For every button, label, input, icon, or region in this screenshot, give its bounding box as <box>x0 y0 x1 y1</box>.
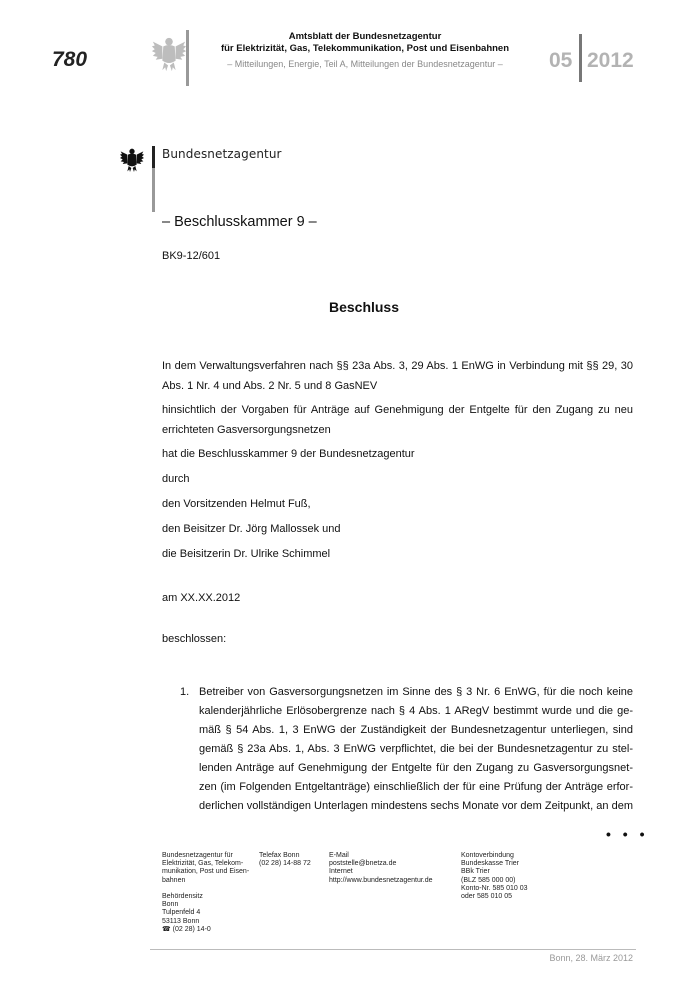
member-line: die Beisitzerin Dr. Ulrike Schimmel <box>162 548 331 560</box>
list-item-line: lenden Anträge auf Genehmigung der Entgelte für den Zugang zu Gasversorgungsnet- <box>199 762 633 774</box>
federal-eagle-icon <box>150 34 188 74</box>
footer-line: Elektrizität, Gas, Telekom- <box>162 860 244 868</box>
issue-year: 2012 <box>587 49 634 72</box>
footer-line: Telefax Bonn <box>259 852 300 859</box>
gazette-title: Amtsblatt der Bundesnetzagentur <box>288 31 442 42</box>
intro-paragraph <box>162 358 633 395</box>
issue-divider <box>579 34 582 82</box>
issue-number: 05 <box>549 49 573 72</box>
footer-line: munikation, Post und Eisen- <box>162 868 250 876</box>
subject-line: hinsichtlich der Vorgaben für Anträge auf Genehmigung der Entgelte für den Zugang zu neu <box>162 404 633 416</box>
federal-eagle-icon <box>118 146 146 174</box>
agency-logo-name: Bundesnetzagentur <box>162 147 282 161</box>
list-item-line: gemäß § 23a Abs. 1, Abs. 3 EnWG verpflichtet, die bei der Bundesnetzagentur zu stel- <box>199 743 633 755</box>
place-date: Bonn, 28. März 2012 <box>549 953 633 963</box>
footer-line: Bonn <box>162 901 179 909</box>
footer-line: Bundesnetzagentur für <box>162 852 233 859</box>
page-number: 780 <box>52 48 88 71</box>
list-item-line: Betreiber von Gasversorgungsnetzen im Sinne des § 3 Nr. 6 EnWG, für die noch keine <box>199 686 633 698</box>
footer-line: 53113 Bonn <box>162 917 200 925</box>
footer-website[interactable]: http://www.bundesnetzagentur.de <box>329 876 433 884</box>
footer-contact <box>329 852 449 885</box>
footer-line: oder 585 010 05 <box>461 893 512 901</box>
footer-seat <box>162 893 254 934</box>
by-chamber-line: hat die Beschlusskammer 9 der Bundesnetzagentur <box>162 448 415 460</box>
footer-line: Behördensitz <box>162 893 203 900</box>
footer-line: (BLZ 585 000 00) <box>461 876 516 884</box>
footer-line: Internet <box>329 868 353 876</box>
decision-date: am XX.XX.2012 <box>162 592 241 604</box>
intro-line: In dem Verwaltungsverfahren nach §§ 23a Abs. 3, 29 Abs. 1 EnWG in Verbindung mit §§ 29, 30 <box>162 360 633 372</box>
member-line: den Beisitzer Dr. Jörg Mallossek und <box>162 523 341 535</box>
footer-line: Tulpenfeld 4 <box>162 909 201 917</box>
document-heading: Beschluss <box>328 299 400 315</box>
footer-line: bahnen <box>162 876 186 884</box>
footer-line: Bundeskasse Trier <box>461 860 519 868</box>
footer-line: Konto-Nr. 585 010 03 <box>461 884 528 892</box>
continuation-marker: • • • <box>606 826 649 842</box>
chamber-title: – Beschlusskammer 9 – <box>162 214 317 230</box>
list-item <box>180 683 633 823</box>
gazette-section: – Mitteilungen, Energie, Teil A, Mitteilungen der Bundesnetzagentur – <box>227 59 503 69</box>
footer-line: BBk Trier <box>461 868 490 876</box>
footer-line: Kontoverbindung <box>461 852 514 859</box>
footer-divider <box>150 949 636 950</box>
list-item-text <box>199 683 633 816</box>
footer-line: E-Mail <box>329 852 349 859</box>
list-item-line: derlichen vollständigen Unterlagen mindestens sechs Monate vor dem Zeitpunkt, an dem <box>199 800 633 812</box>
chair-line: den Vorsitzenden Helmut Fuß, <box>162 498 311 510</box>
decided-line: beschlossen: <box>162 633 227 645</box>
list-item-line: kalenderjährliche Erlösobergrenze nach § 4 Abs. 1 ARegV bestimmt wurde und die ge- <box>199 705 633 717</box>
header-divider <box>186 30 189 86</box>
intro-line: Abs. 1 Nr. 4 und Abs. 2 Nr. 5 und 8 GasNEV <box>162 380 378 392</box>
list-item-line: zen (im Folgenden Entgeltanträge) einschließlich der für eine Prüfung der Anträge erfor- <box>199 781 633 793</box>
footer-line: ☎ (02 28) 14-0 <box>162 925 211 933</box>
list-item-number: 1. <box>180 686 190 698</box>
list-item-line: mäß § 54 Abs. 1, 3 EnWG der Zuständigkeit der Bundesnetzagentur unterliegen, sind <box>199 724 633 736</box>
file-reference: BK9-12/601 <box>162 250 221 262</box>
through-line: durch <box>162 473 190 485</box>
footer-address <box>162 852 254 885</box>
logo-flag-bar-dark <box>152 146 155 168</box>
footer-bank <box>461 852 551 901</box>
footer-line: (02 28) 14-88 72 <box>259 860 311 868</box>
footer-fax <box>259 852 325 868</box>
subject-paragraph <box>162 402 633 439</box>
subject-line: errichteten Gasversorgungsnetzen <box>162 424 331 436</box>
gazette-subtitle: für Elektrizität, Gas, Telekommunikation, Post und Eisenbahnen <box>220 43 510 54</box>
footer-email[interactable]: poststelle@bnetza.de <box>329 860 397 868</box>
